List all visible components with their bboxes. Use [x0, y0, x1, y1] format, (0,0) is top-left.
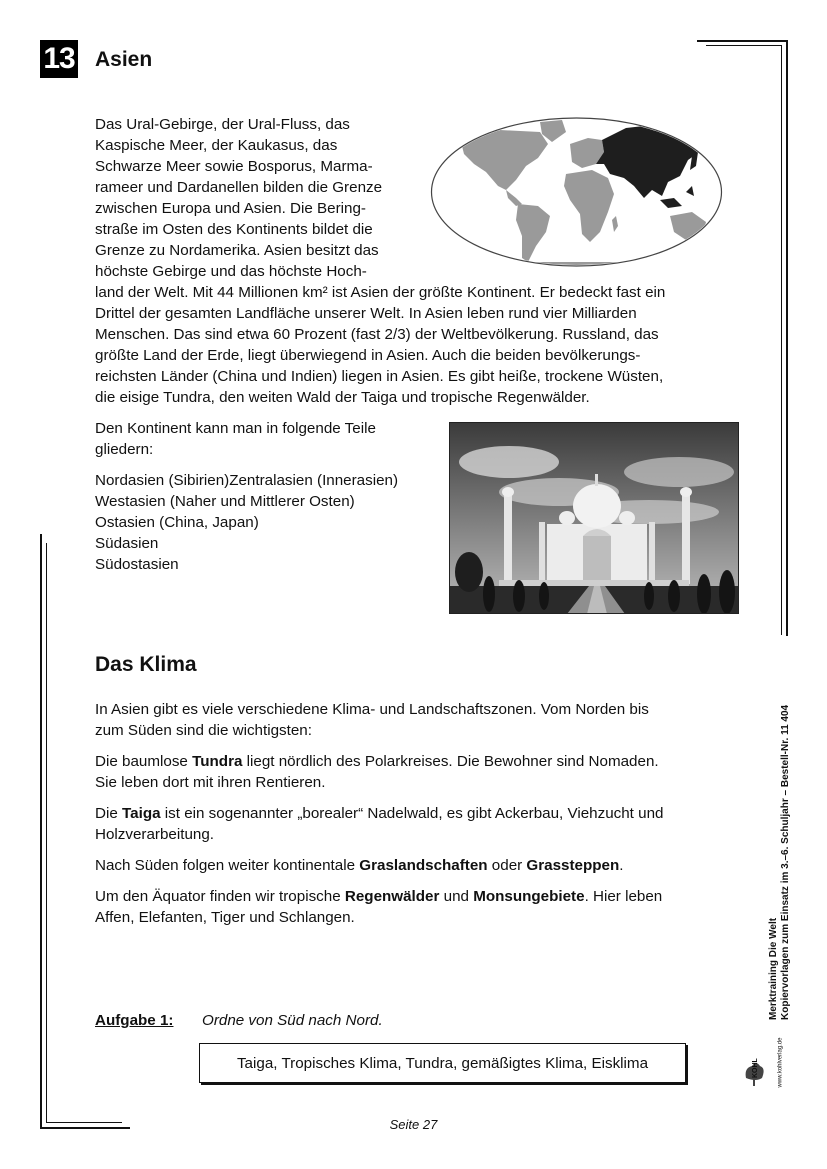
intro-paragraph: [95, 114, 725, 408]
tropics-line: Affen, Elefanten, Tiger und Schlangen.: [95, 909, 355, 926]
grassland-term: Graslandschaften: [359, 857, 488, 874]
frame-right-v2: [781, 45, 782, 635]
intro-line: die eisige Tundra, den weiten Wald der Taiga und tropische Regenwälder.: [95, 389, 590, 406]
list-item: Südostasien: [95, 556, 179, 573]
climate-heading: Das Klima: [95, 653, 197, 676]
chapter-number-badge: 13: [40, 40, 78, 78]
text-span: Die: [95, 805, 123, 822]
text-span: . Hier leben: [584, 888, 663, 905]
frame-left-v1: [40, 534, 42, 1129]
page-title: Asien: [95, 48, 153, 71]
climate-intro-line: zum Süden sind die wichtigsten:: [95, 722, 312, 739]
intro-line: Kaspische Meer, der Kaukasus, das: [95, 137, 338, 154]
publisher-url: www.kohlverlag.de: [777, 1037, 784, 1088]
tundra-line: [95, 751, 735, 772]
text-span: und: [439, 888, 474, 905]
intro-line: reichsten Länder (China und Indien) liegen in Asien. Es gibt heiße, trockene Wüsten,: [95, 368, 664, 385]
task-label: Aufgabe 1:: [95, 1012, 174, 1029]
text-span: oder: [487, 857, 527, 874]
intro-line: straße im Osten des Kontinents bildet die: [95, 221, 373, 238]
taj-mahal-photo: [449, 422, 739, 614]
climate-intro-line: In Asien gibt es viele verschiedene Klima- und Landschaftszonen. Vom Norden bis: [95, 701, 649, 718]
intro-line: land der Welt. Mit 44 Millionen km² ist Asien der größte Kontinent. Er bedeckt fast ein: [95, 284, 666, 301]
intro-line: Das Ural-Gebirge, der Ural-Fluss, das: [95, 116, 350, 133]
text-span: .: [619, 857, 624, 874]
list-item: Westasien (Naher und Mittlerer Osten): [95, 493, 355, 510]
side-order-info: Kopiervorlagen zum Einsatz im 3.–6. Schuljahr – Bestell-Nr. 11 404: [780, 704, 791, 1020]
task-answer-box: Taiga, Tropisches Klima, Tundra, gemäßigtes Klima, Eisklima: [199, 1043, 686, 1083]
tundra-line: Sie leben dort mit ihren Rentieren.: [95, 774, 326, 791]
text-span: ist ein sogenannter „borealer“ Nadelwald, es gibt Ackerbau, Viehzucht und: [160, 805, 664, 822]
text-span: Nach Süden folgen weiter kontinentale: [95, 857, 360, 874]
climate-section: [95, 699, 735, 928]
frame-top-right-h1: [697, 40, 788, 42]
side-series-title: Merktraining Die Welt: [768, 917, 779, 1020]
parts-section: [95, 418, 440, 575]
tropics-line: [95, 886, 735, 907]
monsoon-term: Monsungebiete: [473, 888, 585, 905]
list-item: Ostasien (China, Japan): [95, 514, 259, 531]
intro-line: Drittel der gesamten Landfläche unserer Welt. In Asien leben rund vier Milliarden: [95, 305, 637, 322]
frame-right-v1: [786, 40, 788, 636]
parts-lead-line: Den Kontinent kann man in folgende Teile: [95, 420, 376, 437]
text-span: Um den Äquator finden wir tropische: [95, 888, 345, 905]
list-item: Südasien: [95, 535, 159, 552]
intro-line: Schwarze Meer sowie Bosporus, Marma-: [95, 158, 373, 175]
intro-line: zwischen Europa und Asien. Die Bering-: [95, 200, 366, 217]
task-instruction: Ordne von Süd nach Nord.: [202, 1012, 383, 1029]
parts-lead-line: gliedern:: [95, 441, 154, 458]
intro-line: größte Land der Erde, liegt überwiegend in Asien. Auch die beiden bevölkerungs-: [95, 347, 641, 364]
taiga-line: [95, 803, 735, 824]
frame-left-v2: [46, 543, 47, 1123]
rainforest-term: Regenwälder: [344, 888, 440, 905]
steppe-term: Grassteppen: [526, 857, 620, 874]
intro-line: höchste Gebirge und das höchste Hoch-: [95, 263, 367, 280]
text-span: liegt nördlich des Polarkreises. Die Bewohner sind Nomaden.: [242, 753, 659, 770]
intro-line: Menschen. Das sind etwa 60 Prozent (fast 2/3) der Weltbevölkerung. Russland, das: [95, 326, 659, 343]
steppe-line: [95, 855, 735, 876]
taiga-line: Holzverarbeitung.: [95, 826, 215, 843]
tundra-term: Tundra: [192, 753, 243, 770]
list-item: Nordasien (Sibirien)Zentralasien (Innerasien): [95, 472, 399, 489]
publisher-name: KOHL: [752, 1058, 759, 1078]
intro-line: Grenze zu Nordamerika. Asien besitzt das: [95, 242, 379, 259]
frame-top-right-h2: [706, 45, 782, 46]
page-number: Seite 27: [389, 1117, 438, 1132]
taiga-term: Taiga: [122, 805, 161, 822]
text-span: Die baumlose: [95, 753, 193, 770]
intro-line: rameer und Dardanellen bilden die Grenze: [95, 179, 383, 196]
